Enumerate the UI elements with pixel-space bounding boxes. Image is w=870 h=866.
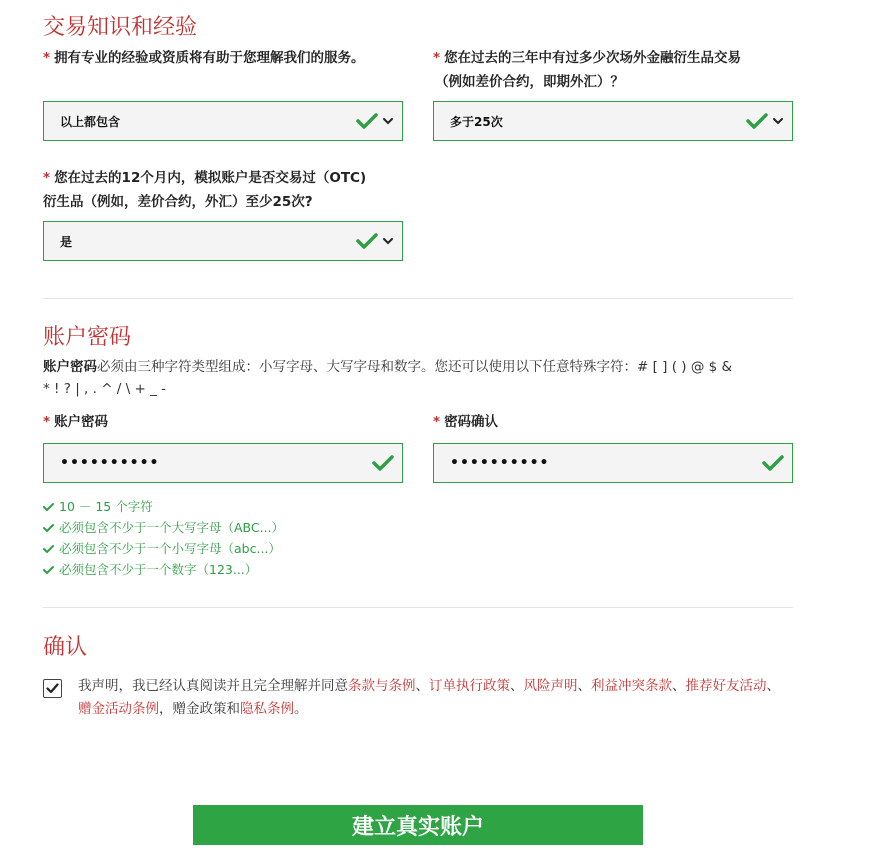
check-icon <box>356 112 378 130</box>
password-rule: 10 － 15 个字符 <box>43 496 284 517</box>
q1-select-value: 以上都包含 <box>60 114 121 129</box>
password-rule: 必须包含不少于一个数字（123...） <box>43 559 284 580</box>
required-asterisk: * <box>43 414 51 430</box>
chevron-down-icon <box>772 116 784 126</box>
password-label: * 账户密码 <box>43 414 109 430</box>
check-icon <box>43 502 54 512</box>
password-input-value: •••••••••• <box>60 455 160 471</box>
password-confirm-value: •••••••••• <box>450 455 550 471</box>
agree-checkbox[interactable] <box>43 679 62 698</box>
check-icon <box>746 112 768 130</box>
check-icon <box>356 232 378 250</box>
section-divider <box>43 298 793 299</box>
link-bonus-terms[interactable]: 赠金活动条例 <box>78 701 159 717</box>
checkmark-icon <box>46 683 59 694</box>
check-icon <box>43 523 54 533</box>
password-confirm-input[interactable] <box>433 443 793 483</box>
chevron-down-icon <box>382 236 394 246</box>
chevron-down-icon <box>382 116 394 126</box>
check-icon <box>43 544 54 554</box>
q3-select-value: 是 <box>60 234 73 249</box>
password-confirm-label: * 密码确认 <box>433 414 499 430</box>
password-rules <box>43 496 284 580</box>
link-order-execution[interactable]: 订单执行政策 <box>429 678 510 694</box>
link-terms[interactable]: 条款与条例 <box>348 678 416 694</box>
section-title-confirm: 确认 <box>43 635 88 660</box>
q2-select-value: 多于25次 <box>450 114 503 129</box>
link-privacy[interactable]: 隐私条例 <box>240 701 294 717</box>
q1-select[interactable] <box>43 101 403 141</box>
section-title-password: 账户密码 <box>43 325 132 350</box>
section-divider <box>43 607 793 608</box>
q3-label: * 您在过去的12个月内，模拟账户是否交易过（OTC) 衍生品（例如，差价合约，外汇）至少25次? <box>43 170 367 210</box>
agreement-text: 我声明，我已经认真阅读并且完全理解并同意条款与条例、订单执行政策、风险声明、利益冲突条款、推荐好友活动、赠金活动条例，赠金政策和隐私条例。 <box>78 678 780 717</box>
password-rule: 必须包含不少于一个小写字母（abc...） <box>43 538 284 559</box>
required-asterisk: * <box>433 50 441 66</box>
password-description: 账户密码必须由三种字符类型组成：小写字母、大写字母和数字。您还可以使用以下任意特殊字符：# [ ] ( ) @ $ & * ! ? | , . ^ / \ + _ - <box>43 359 733 397</box>
link-conflict-of-interest[interactable]: 利益冲突条款 <box>591 678 672 694</box>
q3-select[interactable] <box>43 221 403 261</box>
required-asterisk: * <box>43 50 51 66</box>
section-title-trading: 交易知识和经验 <box>43 15 198 40</box>
q2-label: * 您在过去的三年中有过多少次场外金融衍生品交易 （例如差价合约，即期外汇）？ <box>433 50 742 90</box>
check-icon <box>43 565 54 575</box>
check-icon <box>372 454 394 472</box>
create-account-button[interactable]: 建立真实账户 <box>193 805 643 845</box>
q1-label: * 拥有专业的经验或资质将有助于您理解我们的服务。 <box>43 50 365 66</box>
required-asterisk: * <box>433 414 441 430</box>
check-icon <box>762 454 784 472</box>
q2-select[interactable] <box>433 101 793 141</box>
required-asterisk: * <box>43 170 51 186</box>
link-referral[interactable]: 推荐好友活动 <box>685 678 767 694</box>
password-input[interactable] <box>43 443 403 483</box>
link-risk-disclosure[interactable]: 风险声明 <box>523 678 578 694</box>
password-rule: 必须包含不少于一个大写字母（ABC...） <box>43 517 284 538</box>
